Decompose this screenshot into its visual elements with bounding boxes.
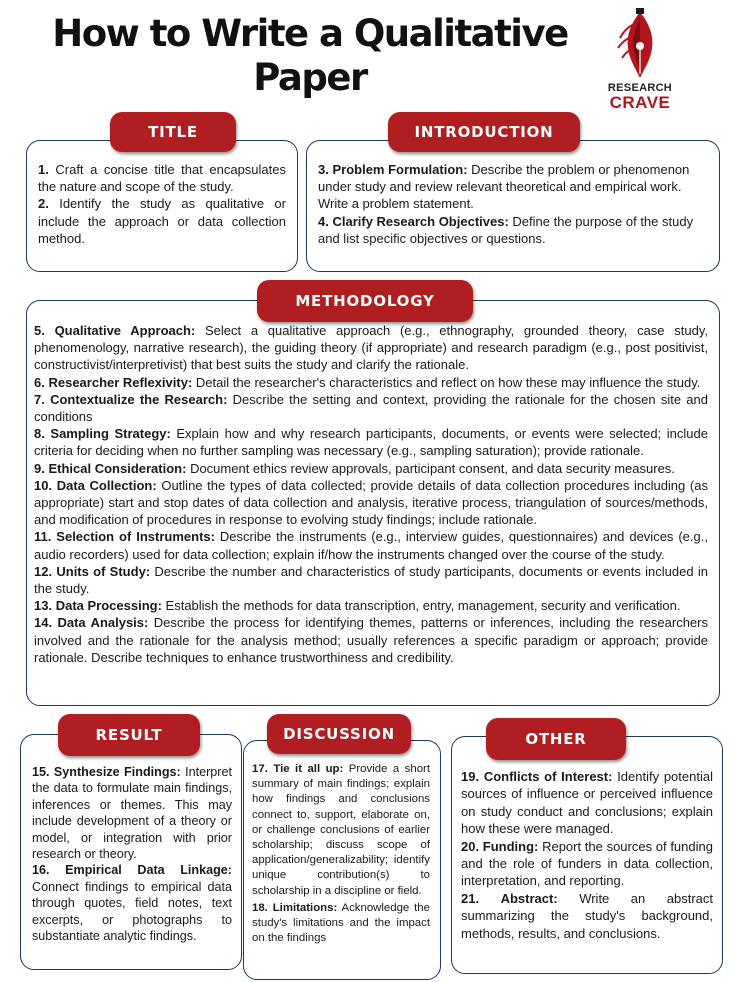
discussion-section-content [252, 762, 430, 946]
list-item: 17. Tie it all up: Provide a short summary of main findings; explain how findings and conclusions connect to, support, elaborate on, or challenge conclusions of earlier scholarship; discuss scope of application/generalizability; identify unique contribution(s) to scholarship in a discipline or field. [252, 763, 430, 897]
result-section-content [32, 764, 232, 944]
fountain-pen-nib-icon [610, 8, 670, 82]
list-item: 15. Synthesize Findings: Interpret the data to formulate main findings, inferences or themes. This may include development of a theory or model, or integration with prior research or theory. [32, 765, 232, 862]
list-item: 1. Craft a concise title that encapsulates the nature and scope of the study. [38, 162, 286, 195]
title-section-heading: TITLE [110, 112, 236, 152]
introduction-section-content [318, 161, 712, 247]
title-section-content [38, 161, 286, 247]
methodology-section-heading: METHODOLOGY [257, 280, 473, 322]
introduction-section-heading: INTRODUCTION [388, 112, 580, 152]
list-item: 21. Abstract: Write an abstract summarizing the study's background, methods, results, and conclusions. [461, 890, 713, 941]
list-item: 13. Data Processing: Establish the methods for data transcription, entry, management, security and verification. [34, 598, 681, 614]
methodology-section-content [34, 322, 708, 666]
logo-text-research: RESEARCH [607, 82, 673, 94]
list-item: 7. Contextualize the Research: Describe the setting and context, providing the rationale for the chosen site and conditions [34, 391, 708, 425]
list-item: 8. Sampling Strategy: Explain how and why research participants, documents, or events were selected; include criteria for deciding when no further sampling was necessary (e.g., sampling saturation); provide rationale. [34, 426, 708, 459]
list-item: 3. Problem Formulation: Describe the problem or phenomenon under study and review relevant theoretical and empirical work. Write a problem statement. [318, 162, 690, 212]
discussion-section-heading: DISCUSSION [267, 714, 411, 754]
list-item: 11. Selection of Instruments: Describe the instruments (e.g., interview guides, questionnaires) and devices (e.g., audio recorders) used for data collection; explain if/how the instruments changed over the course of the study. [34, 529, 708, 562]
page-title-line1: How to Write a Qualitative [52, 12, 568, 55]
list-item: 10. Data Collection: Outline the types of data collected; provide details of data collection procedures including (as appropriate) start and stop dates of data collection and analysis, iterative process, triangulation of sources/methods, and modification of procedures in response to evolving study findings; include rationale. [34, 477, 708, 528]
list-item: 16. Empirical Data Linkage: Connect findings to empirical data through quotes, field notes, text excerpts, or photographs to substantiate analytic findings. [32, 863, 233, 944]
other-section-heading: OTHER [486, 718, 626, 760]
list-item: 5. Qualitative Approach: Select a qualitative approach (e.g., ethnography, grounded theory, case study, phenomenology, narrative research), the guiding theory (if appropriate) and research paradigm (e.g., post positivist, constructivist/interpretivist) that best suits the study and clarify the rationale. [34, 323, 708, 373]
page-title [0, 12, 620, 100]
logo-text-crave: CRAVE [609, 93, 671, 112]
page-title-line2: Paper [253, 56, 367, 99]
result-section-heading: RESULT [58, 714, 200, 756]
list-item: 19. Conflicts of Interest: Identify potential sources of influence or perceived influence on study conduct and conclusions; explain how these were managed. [461, 769, 713, 837]
other-section-content [461, 768, 713, 942]
list-item: 9. Ethical Consideration: Document ethics review approvals, participant consent, and data security measures. [34, 460, 675, 476]
list-item: 12. Units of Study: Describe the number and characteristics of study participants, documents or events included in the study. [34, 563, 708, 597]
list-item: 6. Researcher Reflexivity: Detail the researcher's characteristics and reflect on how these may influence the study. [34, 374, 701, 390]
list-item: 20. Funding: Report the sources of funding and the role of funders in data collection, interpretation, and reporting. [461, 838, 713, 889]
research-crave-logo [580, 8, 700, 118]
list-item: 2. Identify the study as qualitative or include the approach or data collection method. [38, 196, 286, 246]
list-item: 14. Data Analysis: Describe the process for identifying themes, patterns or inferences, including the researchers involved and the rationale for the analysis method; usually references a specific paradigm or approach; provide rationale. Describe techniques to enhance trustworthiness and credibility. [34, 615, 708, 665]
list-item: 4. Clarify Research Objectives: Define the purpose of the study and list specific objectives or questions. [318, 213, 694, 246]
list-item: 18. Limitations: Acknowledge the study's limitations and the impact on the findings [252, 901, 430, 945]
